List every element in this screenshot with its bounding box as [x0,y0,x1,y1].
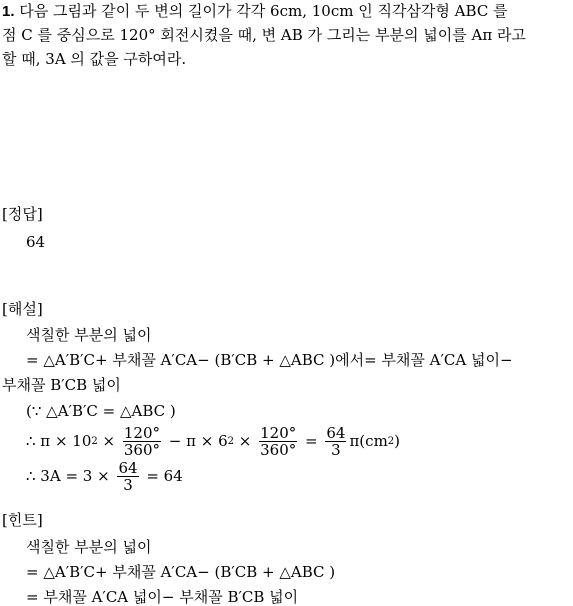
eq1-fraction-3-denominator: 3 [331,440,341,459]
eq1-fraction-2 [259,425,297,458]
eq1-term-d: × [234,432,257,450]
eq1-fraction-1-numerator: 120° [123,423,160,442]
eq2-term-b: = 64 [141,467,183,485]
eq1-exp-f: 2 [387,435,395,447]
explanation-equation-2 [26,456,183,496]
problem-text-2: 점 C 를 중심으로 120° 회전시켰을 때, 변 AB 가 그리는 부분의 넓이를 Aπ 라고 [2,26,526,44]
explanation-label: [해설] [2,300,43,318]
eq1-fraction-3-numerator: 64 [326,423,346,442]
eq1-fraction-1 [123,425,161,458]
answer-label: [정답] [2,205,43,223]
eq1-exp-c: 2 [227,435,234,447]
eq1-term-a: ∴ π × 10 [26,432,92,450]
eq1-term-g: ) [394,432,401,450]
eq1-fraction-1-denominator: 360° [123,440,160,459]
eq1-fraction-2-denominator: 360° [260,440,297,459]
eq2-fraction-denominator: 3 [123,475,133,494]
eq1-term-f: π(cm [349,432,388,450]
eq1-exp-a: 2 [91,435,98,447]
eq1-fraction-2-numerator: 120° [260,423,297,442]
problem-text-3: 할 때, 3A 의 값을 구하여라. [2,50,187,68]
eq2-fraction [117,460,138,493]
problem-line-1 [2,2,508,21]
problem-number: 1. [2,3,15,20]
hint-line-3: = 부채꼴 A′CA 넓이− 부채꼴 B′CB 넓이 [26,588,299,606]
explanation-line-3: 부채꼴 B′CB 넓이 [2,376,121,394]
eq1-fraction-3 [325,425,346,458]
answer-value: 64 [26,233,46,251]
problem-text-1: 다음 그림과 같이 두 변의 길이가 각각 6cm, 10cm 인 직각삼각형 ABC 를 [19,2,508,20]
explanation-line-2: = △A′B′C+ 부채꼴 A′CA− (B′CB + △ABC )에서= 부채꼴 A′CA 넓이− [26,351,513,369]
eq1-term-c: − π × 6 [164,432,228,450]
eq1-term-b: × [97,432,120,450]
eq1-term-e: = [300,432,323,450]
explanation-line-4: (∵ △A′B′C = △ABC ) [26,402,176,420]
hint-label: [힌트] [2,511,43,529]
explanation-line-1: 색칠한 부분의 넓이 [26,326,152,344]
eq2-term-a: ∴ 3A = 3 × [26,467,115,485]
hint-line-1: 색칠한 부분의 넓이 [26,538,152,556]
eq2-fraction-numerator: 64 [118,458,138,477]
hint-line-2: = △A′B′C+ 부채꼴 A′CA− (B′CB + △ABC ) [26,563,336,581]
